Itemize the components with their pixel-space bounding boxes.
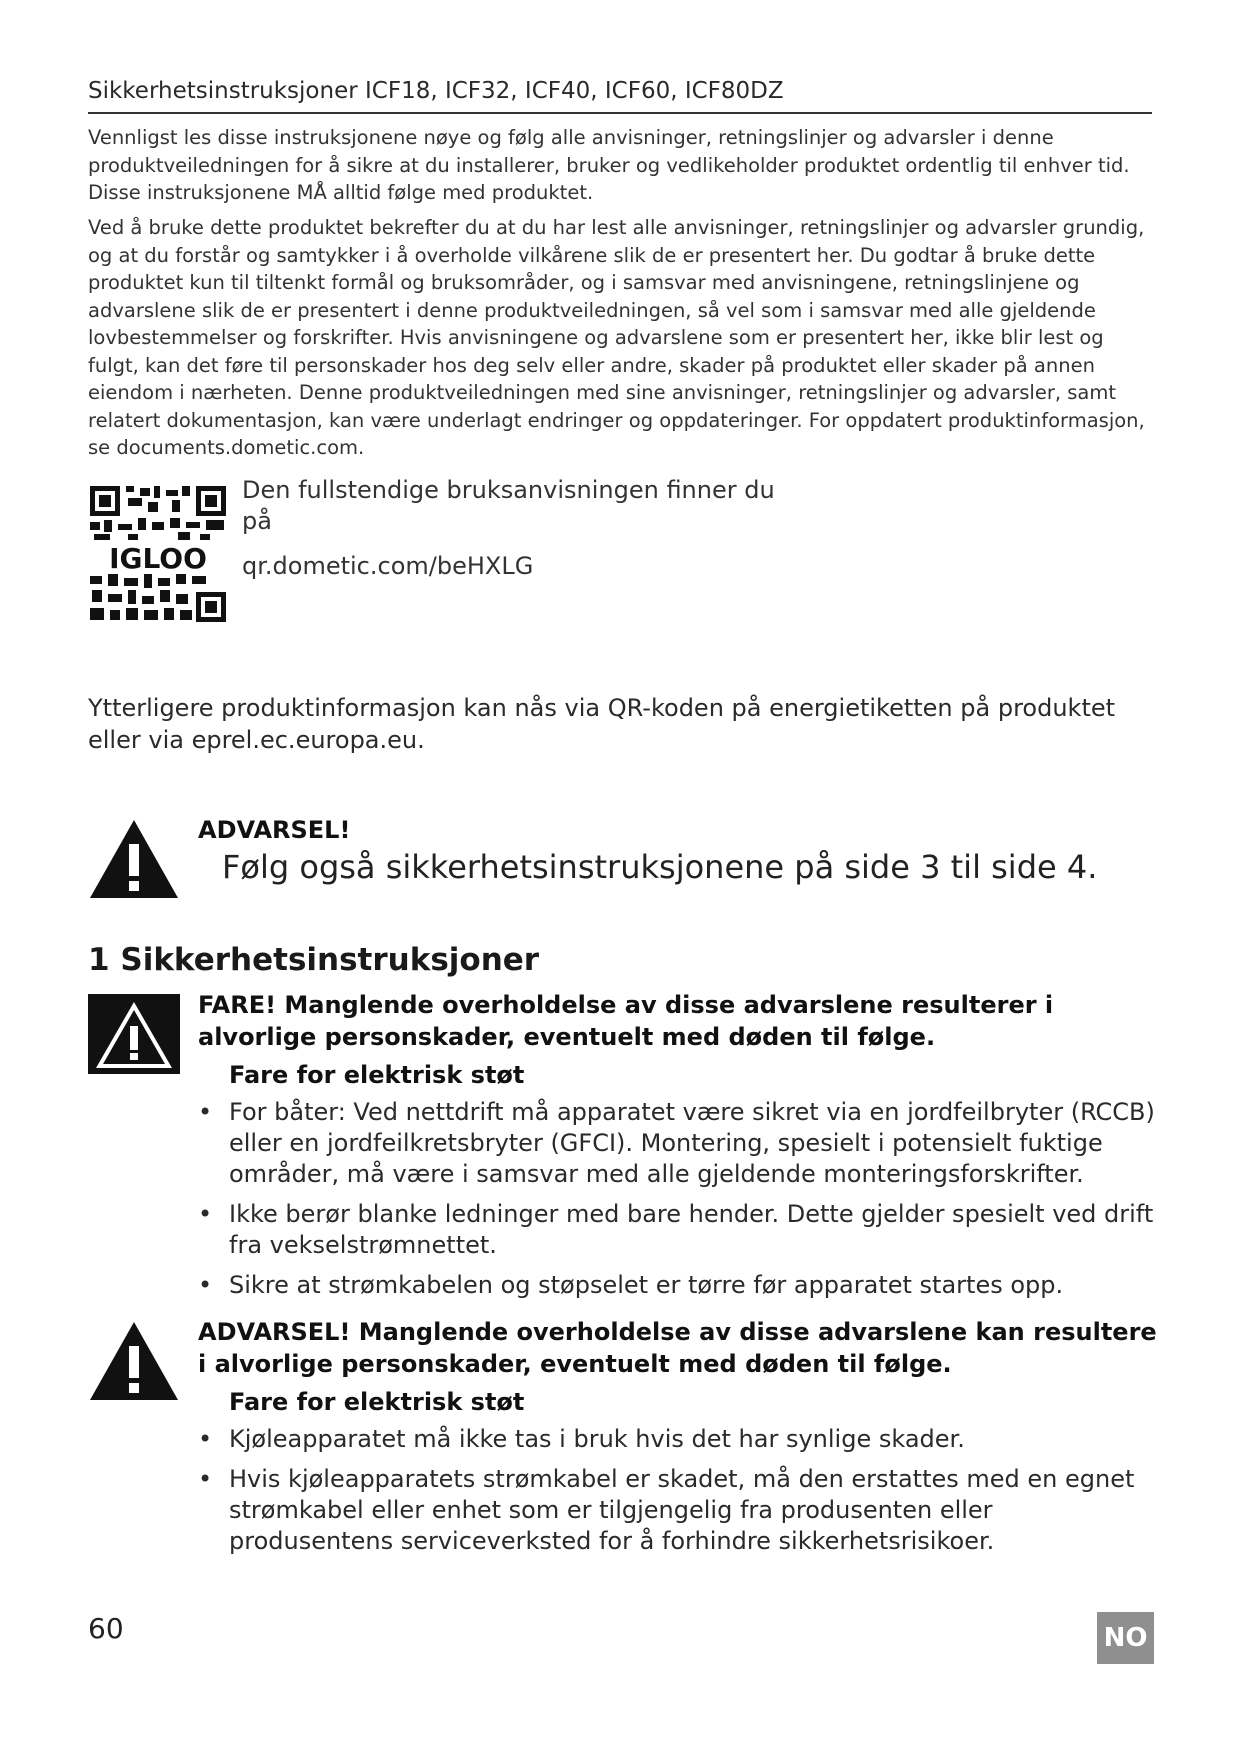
intro-text-1: Vennligst les disse instruksjonene nøye og følg alle anvisninger, retningslinjer og advarsler i denne produktveiledningen for å sikre at du installerer, bruker og vedlikeholder produktet ordentlig til enhver tid. Disse instruksjonene MÅ alltid følge med produktet. (88, 126, 1130, 204)
qr-url[interactable]: qr.dometic.com/beHXLG (242, 552, 534, 580)
intro-text-2: Ved å bruke dette produktet bekrefter du at du har lest alle anvisninger, retningslinjer og advarsler grundig, og at du forstår og samtykker i å overholde vilkårene slik de er presentert her. Du godtar å bruke dette produktet kun til tiltenkt formål og bruksområder, og i samsvar med anvisningene, retningslinjene og advarslene slik de er presentert i denne produktveiledningen, så vel som i samsvar med alle gjeldende lovbestemmelser og forskrifter. Hvis anvisningene og advarslene som er presentert her, ikke blir lest og fulgt, kan det føre til personskader hos deg selv eller andre, skader på produktet eller skader på annen eiendom i nærheten. Denne produktveiledningen med sine anvisninger, retningslinjer og advarsler, samt relatert dokumentasjon, kan være underlagt endringer og oppdateringer. For oppdatert produktinformasjon, se documents.dometic.com. (88, 216, 1145, 459)
danger-title: FARE! Manglende overholdelse av disse advarslene resulterer i alvorlige personskader, eventuelt med døden til følge. (198, 991, 1054, 1051)
bullet: • (198, 1425, 213, 1453)
section-title: 1 Sikkerhetsinstruksjoner (88, 942, 540, 978)
warning-text: Følg også sikkerhetsinstruksjonene på side 3 til side 4. (222, 848, 1098, 886)
intro-paragraph-1 (88, 124, 1156, 207)
bullet: • (198, 1200, 213, 1228)
danger-list (198, 1097, 1158, 1301)
bullet: • (198, 1098, 213, 1126)
danger-icon (88, 994, 180, 1080)
language-badge: NO (1097, 1612, 1154, 1664)
warning-triangle-icon (88, 1320, 180, 1402)
warning-list (198, 1424, 1158, 1557)
list-item: • Ikke berør blanke ledninger med bare hender. Dette gjelder spesielt ved drift fra vekselstrømnettet. (198, 1200, 1154, 1259)
header-rule (88, 112, 1152, 114)
qr-code-graphic (88, 484, 228, 624)
warning-block (198, 1316, 1158, 1566)
warning-block-subtitle: Fare for elektrisk støt (229, 1388, 525, 1416)
danger-block (198, 989, 1158, 1310)
igloo-logo: IGLOO (109, 542, 207, 575)
qr-code (88, 484, 228, 624)
list-item: • Hvis kjøleapparatets strømkabel er skadet, må den erstattes med en egnet strømkabel eller enhet som er tilgjengelig fra produsenten eller produsentens serviceverksted for å forhindre sikkerhetsrisikoer. (198, 1465, 1135, 1555)
warning-block-title: ADVARSEL! Manglende overholdelse av disse advarslene kan resultere i alvorlige personskader, eventuelt med døden til følge. (198, 1318, 1157, 1378)
bullet: • (198, 1271, 213, 1299)
document-header: Sikkerhetsinstruksjoner ICF18, ICF32, ICF40, ICF60, ICF80DZ (88, 78, 784, 104)
warning-title: ADVARSEL! (198, 816, 351, 844)
list-item: • Kjøleapparatet må ikke tas i bruk hvis det har synlige skader. (198, 1425, 965, 1453)
bullet: • (198, 1465, 213, 1493)
danger-subtitle: Fare for elektrisk støt (229, 1061, 525, 1089)
warning-triangle-icon (88, 818, 180, 900)
intro-paragraph-2 (88, 214, 1156, 462)
page-number: 60 (88, 1612, 124, 1645)
more-info-text: Ytterligere produktinformasjon kan nås via QR-koden på energietiketten på produktet eller via eprel.ec.europa.eu. (88, 694, 1116, 754)
list-item: • For båter: Ved nettdrift må apparatet være sikret via en jordfeilbryter (RCCB) eller en jordfeilkretsbryter (GFCI). Montering, spesielt i potensielt fuktige områder, må være i samsvar med alle gjeldende monteringsforskrifter. (198, 1098, 1155, 1188)
qr-caption-line2: på (242, 507, 272, 535)
list-item: • Sikre at strømkabelen og støpselet er tørre før apparatet startes opp. (198, 1271, 1064, 1299)
qr-caption-line1: Den fullstendige bruksanvisningen finner du (242, 476, 775, 504)
